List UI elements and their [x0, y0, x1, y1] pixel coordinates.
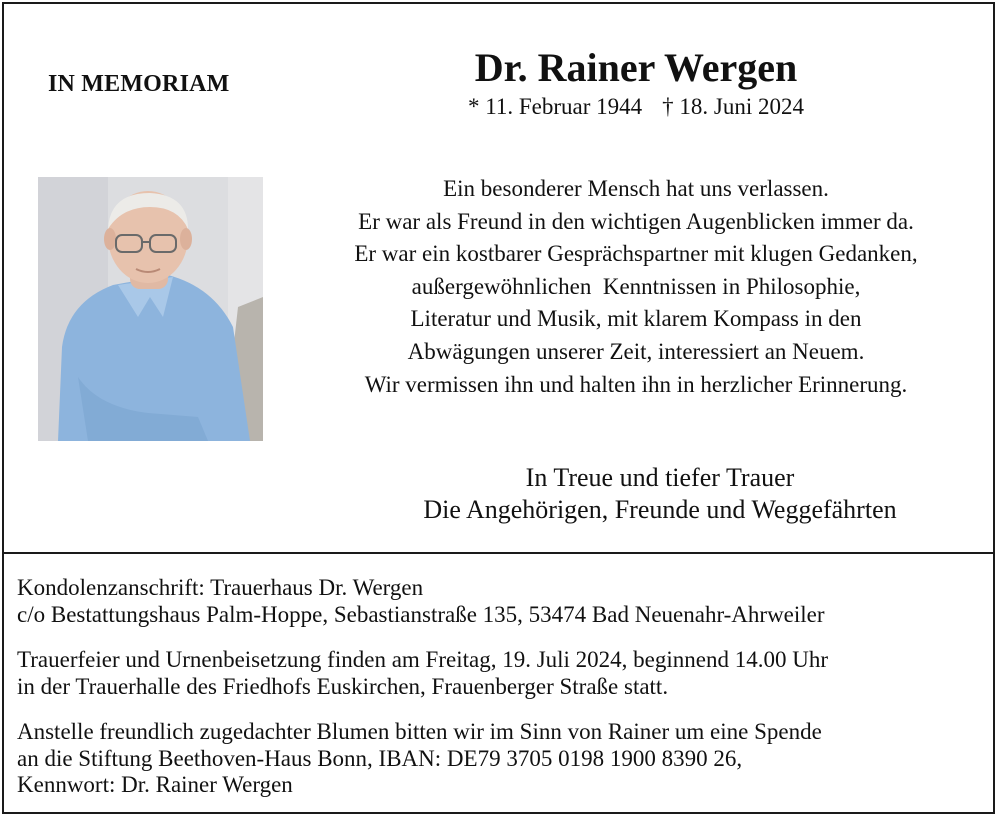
memorial-text-line: Literatur und Musik, mit klarem Kompass in den — [410, 306, 862, 332]
condolence-address — [17, 575, 989, 628]
mourners-signature — [330, 462, 990, 526]
memorial-text-line: Wir vermissen ihn und halten ihn in herzlicher Erinnerung. — [364, 371, 908, 397]
donation-line: an die Stiftung Beethoven-Haus Bonn, IBAN: DE79 3705 0198 1900 8390 26, — [17, 745, 743, 771]
memorial-text-line: Er war als Freund in den wichtigen Augenblicken immer da. — [358, 208, 914, 234]
donation-request — [17, 719, 989, 799]
section-divider — [4, 552, 993, 554]
memorial-text-line: außergewöhnlichen Kenntnissen in Philosophie, — [411, 273, 861, 299]
death-date: † 18. Juni 2024 — [662, 94, 805, 119]
mourners-line: Die Angehörigen, Freunde und Weggefährten — [423, 495, 897, 524]
condolence-line: c/o Bestattungshaus Palm-Hoppe, Sebastianstraße 135, 53474 Bad Neuenahr-Ahrweiler — [17, 601, 825, 627]
portrait-photo — [38, 177, 263, 441]
donation-line: Anstelle freundlich zugedachter Blumen bitten wir im Sinn von Rainer um eine Spende — [17, 719, 822, 744]
closing-line: In Treue und tiefer Trauer — [525, 463, 795, 492]
donation-line: Kennwort: Dr. Rainer Wergen — [17, 772, 293, 797]
in-memoriam-label: IN MEMORIAM — [48, 71, 230, 97]
deceased-name: Dr. Rainer Wergen — [474, 45, 798, 90]
ceremony-line: Trauerfeier und Urnenbeisetzung finden am Freitag, 19. Juli 2024, beginnend 14.00 Uhr — [17, 647, 828, 672]
memorial-text-line: Abwägungen unserer Zeit, interessiert an Neuem. — [407, 338, 865, 364]
ceremony-line: in der Trauerhalle des Friedhofs Euskirchen, Frauenberger Straße statt. — [17, 673, 669, 699]
condolence-line: Kondolenzanschrift: Trauerhaus Dr. Wergen — [17, 575, 424, 600]
portrait-illustration — [38, 177, 263, 441]
ceremony-details — [17, 647, 989, 700]
memorial-text-line: Er war ein kostbarer Gesprächspartner mit klugen Gedanken, — [354, 241, 918, 267]
life-dates — [300, 93, 972, 121]
memorial-text — [286, 173, 986, 401]
memorial-text-line: Ein besonderer Mensch hat uns verlassen. — [443, 176, 829, 201]
birth-date: * 11. Februar 1944 — [467, 94, 643, 119]
